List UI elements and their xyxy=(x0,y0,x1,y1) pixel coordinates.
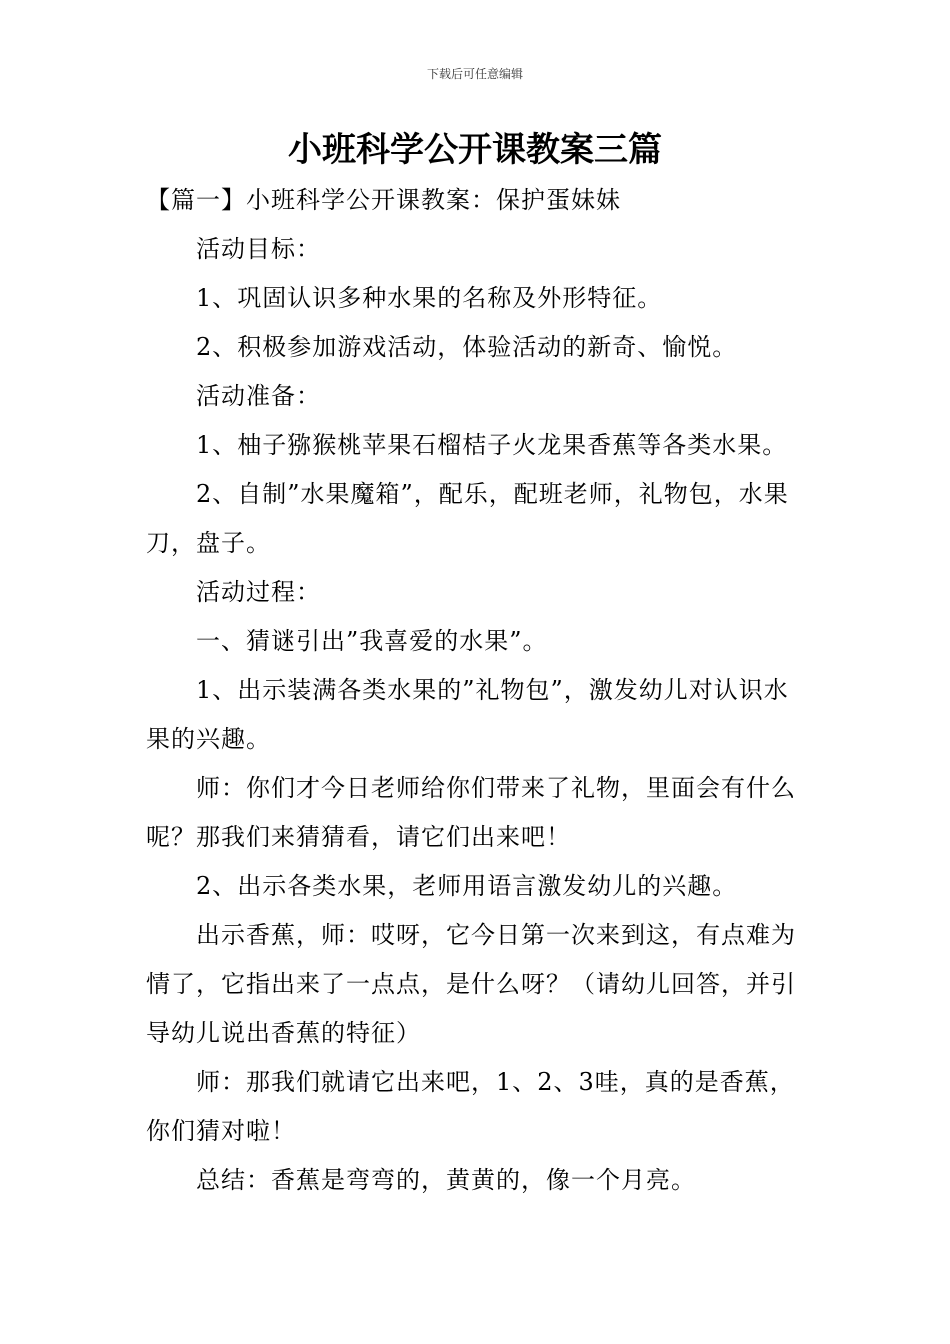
paragraph: 出示香蕉，师：哎呀，它今日第一次来到这，有点难为情了，它指出来了一点点，是什么呀？（请幼儿回答，并引导幼儿说出香蕉的特征） xyxy=(146,921,796,1047)
paragraph: 2、积极参加游戏活动，体验活动的新奇、愉悦。 xyxy=(196,333,738,361)
paragraph: 师：你们才今日老师给你们带来了礼物，里面会有什么呢？那我们来猜猜看，请它们出来吧！ xyxy=(146,774,796,851)
section-heading: 【篇一】小班科学公开课教案：保护蛋妹妹 xyxy=(146,186,621,214)
paragraph: 2、自制”水果魔箱”，配乐，配班老师，礼物包，水果刀，盘子。 xyxy=(146,480,789,557)
paragraph: 1、柚子猕猴桃苹果石榴桔子火龙果香蕉等各类水果。 xyxy=(196,431,788,459)
paragraph: 师：那我们就请它出来吧，1、2、3哇，真的是香蕉，你们猜对啦！ xyxy=(146,1068,795,1145)
document-title: 小班科学公开课教案三篇 xyxy=(288,130,662,170)
paragraph: 2、出示各类水果，老师用语言激发幼儿的兴趣。 xyxy=(196,872,738,900)
header-note: 下载后可任意编辑 xyxy=(426,67,523,81)
paragraph: 总结：香蕉是弯弯的，黄黄的，像一个月亮。 xyxy=(196,1166,696,1194)
paragraph: 活动目标： xyxy=(196,235,321,263)
paragraph: 一、猜谜引出”我喜爱的水果”。 xyxy=(196,627,548,655)
paragraph: 活动过程： xyxy=(196,578,321,606)
paragraph: 1、巩固认识多种水果的名称及外形特征。 xyxy=(196,284,663,312)
document-body xyxy=(146,176,810,1205)
paragraph: 活动准备： xyxy=(196,382,321,410)
paragraph: 1、出示装满各类水果的”礼物包”，激发幼儿对认识水果的兴趣。 xyxy=(146,676,789,753)
